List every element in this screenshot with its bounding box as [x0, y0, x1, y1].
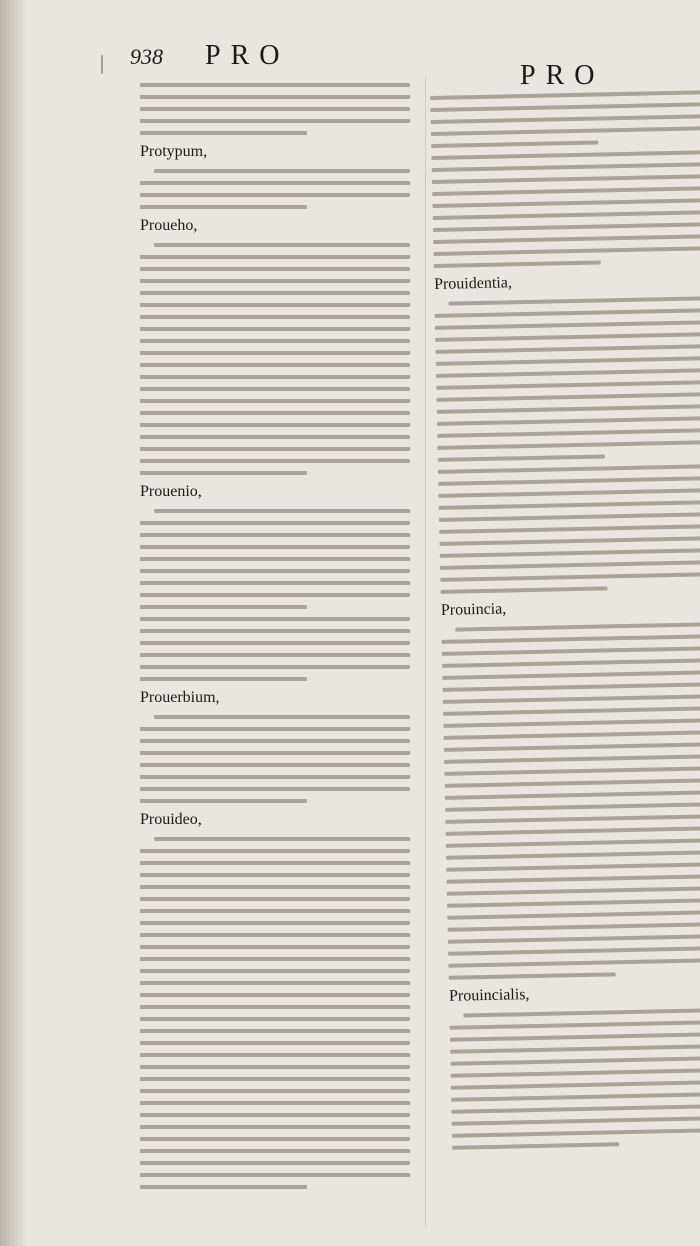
body-text-line: [140, 763, 410, 767]
running-head-right: PRO: [520, 60, 605, 91]
body-text-line: [140, 1137, 410, 1141]
body-text-line: [140, 751, 410, 755]
body-text-line: [140, 1053, 410, 1057]
body-text-line: [443, 718, 700, 728]
dictionary-entry: [140, 483, 410, 609]
body-text-line: [140, 1113, 410, 1117]
body-text-line: [444, 766, 700, 776]
gutter-shadow: [0, 0, 28, 1246]
body-text-line: [433, 222, 700, 232]
body-text-line: [140, 739, 410, 743]
right-column: [430, 82, 700, 1237]
body-text-line: [448, 958, 700, 968]
body-text-line: [438, 464, 700, 474]
body-text-line: [436, 356, 700, 366]
body-text-line: [447, 886, 700, 896]
body-text-line: [452, 1142, 619, 1150]
body-text-line: [140, 1173, 410, 1177]
body-text-line: [463, 1008, 700, 1017]
body-text-line: [140, 363, 410, 367]
body-text-line: [448, 296, 700, 305]
body-text-line: [140, 83, 410, 87]
body-text-line: [444, 730, 700, 740]
body-text-line: [140, 423, 410, 427]
body-text-line: [140, 945, 410, 949]
body-text-line: [432, 162, 700, 172]
body-text-line: [154, 243, 410, 247]
body-text-line: [452, 1116, 700, 1126]
body-text-line: [140, 387, 410, 391]
body-text-line: [140, 1065, 410, 1069]
body-text-line: [140, 605, 307, 609]
dictionary-entry: [434, 270, 700, 462]
body-text-line: [140, 545, 410, 549]
body-text-line: [140, 1077, 410, 1081]
body-text-line: [140, 291, 410, 295]
body-text-line: [140, 411, 410, 415]
body-text-line: [437, 416, 700, 426]
body-text-line: [140, 267, 410, 271]
body-text-line: [140, 533, 410, 537]
body-text-line: [443, 682, 700, 692]
dictionary-entry: [438, 464, 700, 594]
body-text-line: [431, 126, 700, 136]
body-text-line: [154, 715, 410, 719]
body-text-line: [433, 234, 700, 244]
body-text-line: [431, 150, 700, 160]
body-text-line: [448, 934, 700, 944]
body-text-line: [439, 488, 700, 498]
body-text-line: [442, 670, 700, 680]
body-text-line: [140, 205, 307, 209]
headword: Prouideo,: [140, 811, 202, 828]
body-text-line: [432, 174, 700, 184]
dictionary-entry: [140, 617, 410, 681]
body-text-line: [444, 742, 700, 752]
body-text-line: [450, 1020, 700, 1030]
body-text-line: [437, 404, 700, 414]
body-text-line: [451, 1080, 700, 1090]
page-number: 938: [130, 44, 163, 69]
body-text-line: [140, 653, 410, 657]
body-text-line: [140, 255, 410, 259]
body-text-line: [431, 114, 700, 124]
body-text-line: [140, 459, 410, 463]
body-text-line: [452, 1128, 700, 1138]
body-text-line: [432, 186, 700, 196]
body-text-line: [451, 1104, 700, 1114]
body-text-line: [140, 665, 410, 669]
body-text-line: [440, 548, 700, 558]
dictionary-entry: [140, 217, 410, 475]
body-text-line: [140, 557, 410, 561]
body-text-line: [436, 368, 700, 378]
body-text-line: [446, 850, 700, 860]
body-text-line: [140, 933, 410, 937]
body-text-line: [448, 922, 700, 932]
body-text-line: [154, 169, 410, 173]
body-text-line: [140, 1041, 410, 1045]
dictionary-entry: [441, 596, 700, 980]
body-text-line: [140, 181, 410, 185]
body-text-line: [140, 873, 410, 877]
body-text-line: [439, 512, 700, 522]
body-text-line: [140, 279, 410, 283]
body-text-line: [439, 500, 700, 510]
body-text-line: [439, 524, 700, 534]
body-text-line: [448, 946, 700, 956]
body-text-line: [140, 581, 410, 585]
body-text-line: [140, 617, 410, 621]
body-text-line: [430, 90, 700, 100]
body-text-line: [443, 706, 700, 716]
body-text-line: [445, 790, 700, 800]
body-text-line: [140, 351, 410, 355]
body-text-line: [140, 1101, 410, 1105]
headword: Prouerbium,: [140, 689, 220, 706]
body-text-line: [442, 634, 700, 644]
body-text-line: [441, 586, 608, 594]
body-text-line: [443, 694, 700, 704]
body-text-line: [435, 308, 700, 318]
body-text-line: [438, 454, 605, 462]
body-text-line: [431, 140, 598, 148]
body-text-line: [432, 198, 700, 208]
body-text-line: [140, 861, 410, 865]
body-text-line: [446, 862, 700, 872]
dictionary-entry: [449, 982, 700, 1150]
body-text-line: [445, 814, 700, 824]
dictionary-entry: [430, 90, 700, 148]
body-text-line: [140, 981, 410, 985]
body-text-line: [446, 826, 700, 836]
body-text-line: [437, 428, 700, 438]
body-text-line: [435, 332, 700, 342]
body-text-line: [440, 536, 700, 546]
body-text-line: [433, 210, 700, 220]
body-text-line: [442, 646, 700, 656]
body-text-line: [450, 1044, 700, 1054]
body-text-line: [437, 440, 700, 450]
running-head-left: PRO: [205, 40, 290, 71]
body-text-line: [430, 102, 700, 112]
body-text-line: [436, 392, 700, 402]
body-text-line: [450, 1056, 700, 1066]
headword: Protypum,: [140, 143, 208, 160]
body-text-line: [445, 778, 700, 788]
body-text-line: [140, 119, 410, 123]
body-text-line: [140, 303, 410, 307]
body-text-line: [140, 969, 410, 973]
body-text-line: [447, 898, 700, 908]
body-text-line: [140, 107, 410, 111]
body-text-line: [444, 754, 700, 764]
body-text-line: [140, 1017, 410, 1021]
body-text-line: [140, 909, 410, 913]
dictionary-entry: [140, 83, 410, 135]
body-text-line: [140, 993, 410, 997]
body-text-line: [455, 622, 700, 631]
body-text-line: [140, 1161, 410, 1165]
body-text-line: [140, 1125, 410, 1129]
body-text-line: [140, 897, 410, 901]
dictionary-entry: [140, 689, 410, 803]
body-text-line: [140, 629, 410, 633]
body-text-line: [447, 910, 700, 920]
body-text-line: [140, 677, 307, 681]
page-header: [0, 22, 700, 91]
body-text-line: [140, 521, 410, 525]
body-text-line: [140, 921, 410, 925]
headword: Prouincia,: [440, 600, 507, 619]
body-text-line: [449, 972, 616, 980]
body-text-line: [140, 885, 410, 889]
body-text-line: [435, 344, 700, 354]
body-text-line: [435, 320, 700, 330]
body-text-line: [140, 193, 410, 197]
body-text-line: [140, 569, 410, 573]
body-text-line: [140, 339, 410, 343]
column-divider: [425, 78, 426, 1228]
body-text-line: [447, 874, 700, 884]
body-text-line: [154, 509, 410, 513]
margin-mark: |: [100, 52, 105, 74]
headword: Prouidentia,: [433, 274, 513, 293]
body-text-line: [434, 260, 601, 268]
body-text-line: [140, 447, 410, 451]
body-text-line: [450, 1032, 700, 1042]
body-text-line: [140, 1185, 307, 1189]
body-text-line: [140, 727, 410, 731]
body-text-line: [140, 1149, 410, 1153]
body-text-line: [451, 1092, 700, 1102]
body-text-line: [436, 380, 700, 390]
body-text-line: [140, 471, 307, 475]
body-text-line: [451, 1068, 700, 1078]
body-text-line: [140, 849, 410, 853]
dictionary-entry: [140, 143, 410, 209]
body-text-line: [140, 1005, 410, 1009]
body-text-line: [140, 957, 410, 961]
body-text-line: [140, 1029, 410, 1033]
body-text-line: [140, 315, 410, 319]
headword: Prouincialis,: [448, 986, 530, 1005]
body-text-line: [433, 246, 700, 256]
body-text-line: [140, 131, 307, 135]
body-text-line: [140, 593, 410, 597]
body-text-line: [445, 802, 700, 812]
headword: Prouenio,: [140, 483, 202, 500]
body-text-line: [438, 476, 700, 486]
body-text-line: [442, 658, 700, 668]
body-text-line: [140, 641, 410, 645]
body-text-line: [154, 837, 410, 841]
body-text-line: [140, 375, 410, 379]
body-text-line: [140, 435, 410, 439]
body-text-line: [440, 560, 700, 570]
left-column: [140, 75, 410, 1225]
dictionary-entry: [140, 811, 410, 1189]
body-text-line: [446, 838, 700, 848]
body-text-line: [140, 799, 307, 803]
body-text-line: [140, 775, 410, 779]
body-text-line: [140, 95, 410, 99]
body-text-line: [140, 787, 410, 791]
body-text-line: [140, 1089, 410, 1093]
body-text-line: [140, 399, 410, 403]
dictionary-entry: [431, 150, 700, 268]
headword: Proueho,: [140, 217, 198, 234]
body-text-line: [140, 327, 410, 331]
body-text-line: [440, 572, 700, 582]
